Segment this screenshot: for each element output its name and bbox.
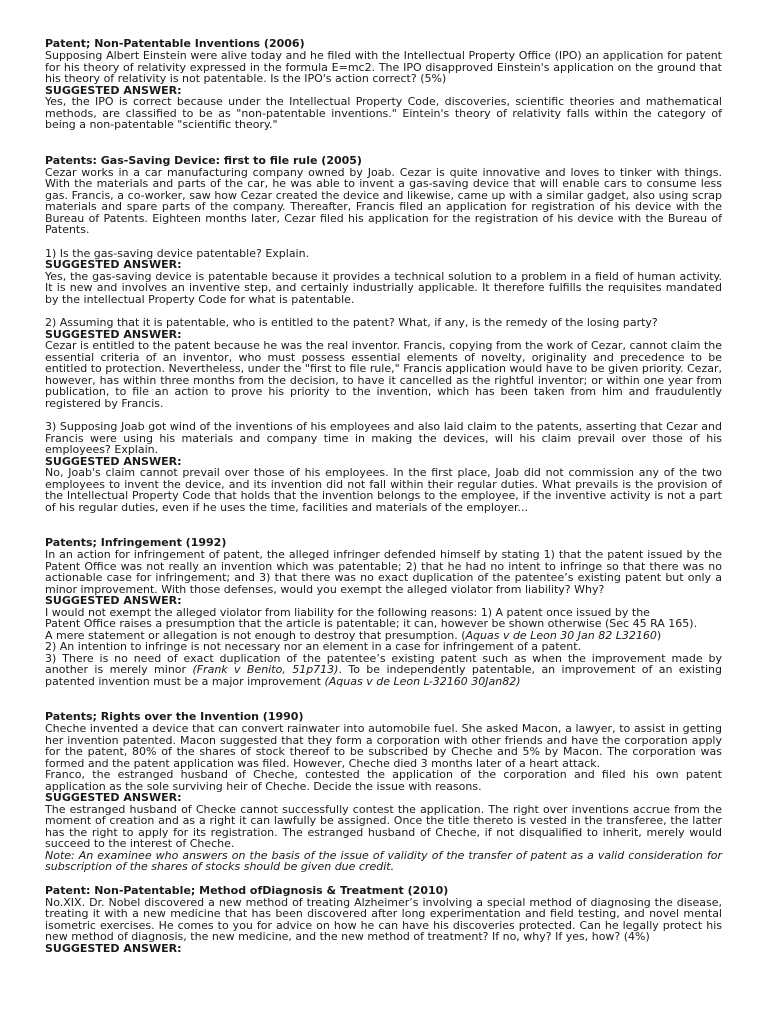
question-2: 2) Assuming that it is patentable, who is entitled to the patent? What, if any, is the remedy of the losing party? (45, 316, 658, 329)
answer-text: ) (656, 628, 662, 642)
answer-text: The estranged husband of Checke cannot successfully contest the application. The right over inventions accrue from the moment of creation and as a right it can lawfully be assigned. Once the title thereto is vested in the transferee, the latter has the right to apply for its registration. The estranged husband of Cheche, if not disqualified to inherit, merely would succeed to the interest of Cheche. (45, 802, 722, 850)
section-title: Patents: Gas-Saving Device: first to file rule (2005) (45, 153, 362, 167)
question-intro: Cezar works in a car manufacturing company owned by Joab. Cezar is quite innovative and loves to tinker with things. With the materials and parts of the car, he was able to invent a gas-saving device that will enable cars to consume less gas. Francis, a co-worker, saw how Cezar created the device and likewise, came up with a similar gadget, also using scrap materials and spare parts of the company. Thereafter, Francis filed an application for registration of his device with the Bureau of Patents. Eighteen months later, Cezar filed his application for the registration of his device with the Bureau of Patents. (45, 165, 722, 236)
section-infringement (45, 537, 722, 687)
answer-2: Cezar is entitled to the patent because he was the real inventor. Francis, copying from the work of Cezar, cannot claim the essential criteria of an inventor, who must possess essential elements of novelty, originality and precedence to be entitled to protection. Nevertheless, under the "first to file rule," Francis application would have to be given priority. Cezar, however, has within three months from the decision, to have it cancelled as the rightful inventor; or within one year from publication, to file an action to prove his priority to the invention, which has been taken from him and fraudulently registered by Francis. (45, 339, 722, 410)
section-title: Patent: Non-Patentable; Method ofDiagnosis & Treatment (2010) (45, 883, 449, 897)
question-text: Cheche invented a device that can convert rainwater into automobile fuel. She asked Macon, a lawyer, to assist in getting her invention patented. Macon suggested that they form a corporation with other friends and have the corporation apply for the patent, 80% of the shares of stock thereof to be subscribed by Cheche and 5% by Macon. The corporation was formed and the patent application was filed. However, Cheche died 3 months later of a heart attack. (45, 722, 722, 770)
answer-line: I would not exempt the alleged violator from liability for the following reasons: 1) A patent once issued by the (45, 605, 650, 619)
suggested-answer-label: SUGGESTED ANSWER: (45, 941, 182, 955)
section-title: Patents; Infringement (1992) (45, 536, 227, 549)
suggested-answer-label: SUGGESTED ANSWER: (45, 83, 182, 97)
answer-text: 3) There is no need of exact duplication of the patentee’s existing patent such as when the improvement made by another is merely minor (45, 651, 722, 676)
question-text: In an action for infringement of patent, the alleged infringer defended himself by stating 1) that the patent issued by the Patent Office was not really an invention which was patentable; 2) that he had no intent to infringe so that there was no actionable case for infringement; and 3) that there was no exact duplication of the patentee’s existing patent but only a minor improvement. With those defenses, would you exempt the alleged violator from liability? Why? (45, 548, 722, 596)
suggested-answer-label: SUGGESTED ANSWER: (45, 454, 182, 468)
case-citation: (Frank v Benito, 51p713) (192, 663, 339, 676)
question-text: Franco, the estranged husband of Cheche, contested the application of the corporation and filed his own patent application as the sole surviving heir of Cheche. Decide the issue with reasons. (45, 768, 722, 793)
answer-3: No, Joab's claim cannot prevail over those of his employees. In the first place, Joab did not commission any of the two employees to invent the device, and its invention did not fall within their regular duties. What prevails is the provision of the Intellectual Property Code that holds that the invention belongs to the employee, if the inventive activity is not a part of his regular duties, even if he uses the time, facilities and materials of the employer... (45, 466, 722, 514)
section-rights-over-invention (45, 711, 722, 873)
answer-line: 2) An intention to infringe is not necessary nor an element in a case for infringement of a patent. (45, 640, 582, 653)
case-citation: (Aquas v de Leon L-32160 30Jan82) (324, 674, 521, 688)
question-1: 1) Is the gas-saving device patentable? Explain. (45, 246, 310, 260)
section-title: Patent; Non-Patentable Inventions (2006) (45, 37, 305, 50)
document-page (45, 38, 722, 954)
examiner-note: Note: An examinee who answers on the basis of the issue of validity of the transfer of patent as a valid consideration for subscription of the shares of stocks should be given due credit. (45, 848, 722, 873)
answer-text: A mere statement or allegation is not enough to destroy that presumption. ( (45, 628, 466, 642)
section-non-patentable-inventions (45, 38, 722, 131)
question-text: Supposing Albert Einstein were alive today and he filed with the Intellectual Property Office (IPO) an application for patent for his theory of relativity expressed in the formula E=mc2. The IPO disapproved Einstein's application on the ground that his theory of relativity is not patentable. Is the IPO's action correct? (5%) (45, 49, 722, 85)
answer-text: Yes, the IPO is correct because under the Intellectual Property Code, discoveries, scientific theories and mathematical methods, are classified to be as "non-patentable inventions." Eintein's theory of relativity falls within the category of being a non-patentable "scientific theory." (45, 95, 722, 131)
question-text: No.XIX. Dr. Nobel discovered a new method of treating Alzheimer’s involving a special method of diagnosing the disease, treating it with a new medicine that has been discovered after long experimentation and field testing, and novel mental isometric exercises. He comes to you for advice on how he can have his discoveries protected. Can he legally protect his new method of diagnosis, the new medicine, and the new method of treatment? If no, why? If yes, how? (4%) (45, 895, 722, 943)
section-title: Patents; Rights over the Invention (1990) (45, 710, 304, 723)
suggested-answer-label: SUGGESTED ANSWER: (45, 327, 182, 341)
section-gas-saving-device (45, 155, 722, 514)
suggested-answer-label: SUGGESTED ANSWER: (45, 594, 182, 607)
answer-line (45, 653, 722, 688)
answer-text: . To be independently patentable, an improvement of an existing patented invention must be a major improvement (45, 663, 722, 688)
answer-line: Patent Office raises a presumption that the article is patentable; it can, however be shown otherwise (Sec 45 RA 165). (45, 617, 698, 630)
answer-1: Yes, the gas-saving device is patentable because it provides a technical solution to a problem in a field of human activity. It is new and involves an inventive step, and certainly industrially applicable. It therefore fulfills the requisites mandated by the intellectual Property Code for what is patentable. (45, 269, 722, 306)
suggested-answer-label: SUGGESTED ANSWER: (45, 258, 182, 271)
case-citation: Aquas v de Leon 30 Jan 82 L32160 (465, 628, 657, 642)
question-3: 3) Supposing Joab got wind of the inventions of his employees and also laid claim to the patents, asserting that Cezar and Francis were using his materials and company time in making the devices, will his claim prevail over those of his employees? Explain. (45, 420, 722, 456)
section-method-of-diagnosis (45, 885, 722, 955)
suggested-answer-label: SUGGESTED ANSWER: (45, 791, 182, 804)
